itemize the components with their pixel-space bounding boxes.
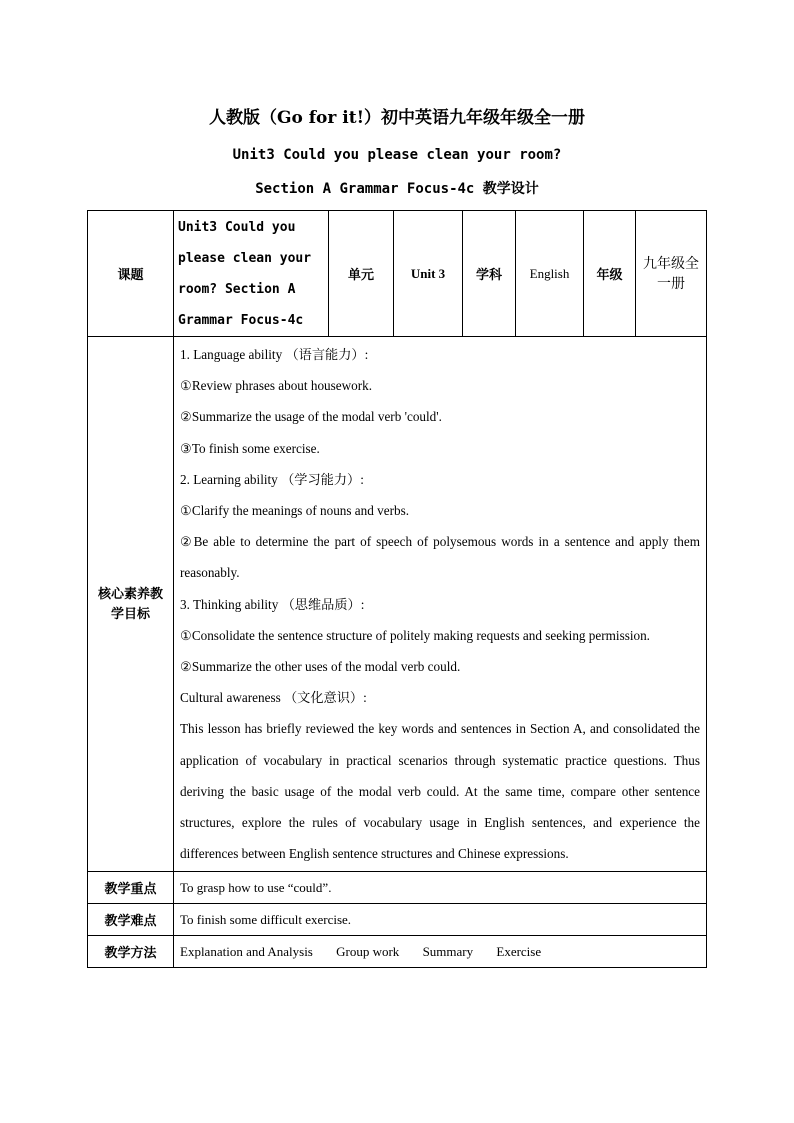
goals-content [174, 337, 707, 872]
unit-label: 单元 [329, 211, 394, 337]
method-item: Exercise [496, 943, 542, 959]
method-item: Group work [336, 943, 400, 959]
topic-value: Unit3 Could you please clean your room? Section A Grammar Focus-4c [174, 211, 329, 337]
goal-line: ②Summarize the other uses of the modal verb could. [180, 659, 461, 675]
goal-line: ③To finish some exercise. [180, 440, 320, 456]
goal-line: 2. Learning ability （学习能力）: [180, 471, 364, 487]
subject-value: English [516, 211, 584, 337]
goal-paragraph: This lesson has briefly reviewed the key words and sentences in Section A, and consolidated the application of vocabulary in practical scenarios through systematic practice questions. Thus deriving the basic usage of the modal verb could. At the same time, compare other sentence structures, explore the rules of vocabulary usage in English sentences, and experience the differences between English sentence structures and Chinese expressions. [180, 721, 700, 862]
unit-value: Unit 3 [394, 211, 463, 337]
difficult-point-label: 教学难点 [88, 904, 174, 936]
goal-line: Cultural awareness （文化意识）: [180, 690, 367, 706]
method-item: Explanation and Analysis [180, 943, 313, 959]
goal-line: 3. Thinking ability （思维品质）: [180, 596, 365, 612]
method-item: Summary [422, 943, 474, 959]
section-title: Section A Grammar Focus-4c 教学设计 [255, 181, 539, 197]
method-row [88, 936, 707, 968]
method-label: 教学方法 [88, 936, 174, 968]
grade-label: 年级 [584, 211, 636, 337]
topic-label: 课题 [88, 211, 174, 337]
difficult-point-row [88, 904, 707, 936]
info-row [88, 211, 707, 337]
lesson-plan-table [87, 210, 707, 968]
key-point-label: 教学重点 [88, 872, 174, 904]
goal-line: ①Clarify the meanings of nouns and verbs. [180, 503, 410, 519]
goal-line: ①Consolidate the sentence structure of politely making requests and seeking permission. [180, 627, 650, 643]
key-point-value: To grasp how to use “could”. [174, 872, 707, 904]
unit-title: Unit3 Could you please clean your room? [232, 147, 562, 163]
grade-value: 九年级全一册 [636, 211, 707, 337]
goal-line: ①Review phrases about housework. [180, 378, 373, 394]
goals-row [88, 337, 707, 872]
key-point-row [88, 872, 707, 904]
document-title: 人教版（Go for it!）初中英语九年级年级全一册 [208, 108, 586, 128]
subject-label: 学科 [463, 211, 516, 337]
difficult-point-value: To finish some difficult exercise. [174, 904, 707, 936]
method-value [174, 936, 707, 968]
document-header [0, 104, 794, 206]
goal-line: ②Be able to determine the part of speech of polysemous words in a sentence and apply them reasonably. [180, 534, 700, 581]
goals-label: 核心素养教学目标 [88, 337, 174, 872]
goal-line: 1. Language ability （语言能力）: [180, 347, 369, 362]
goal-line: ②Summarize the usage of the modal verb 'could'. [180, 409, 442, 425]
